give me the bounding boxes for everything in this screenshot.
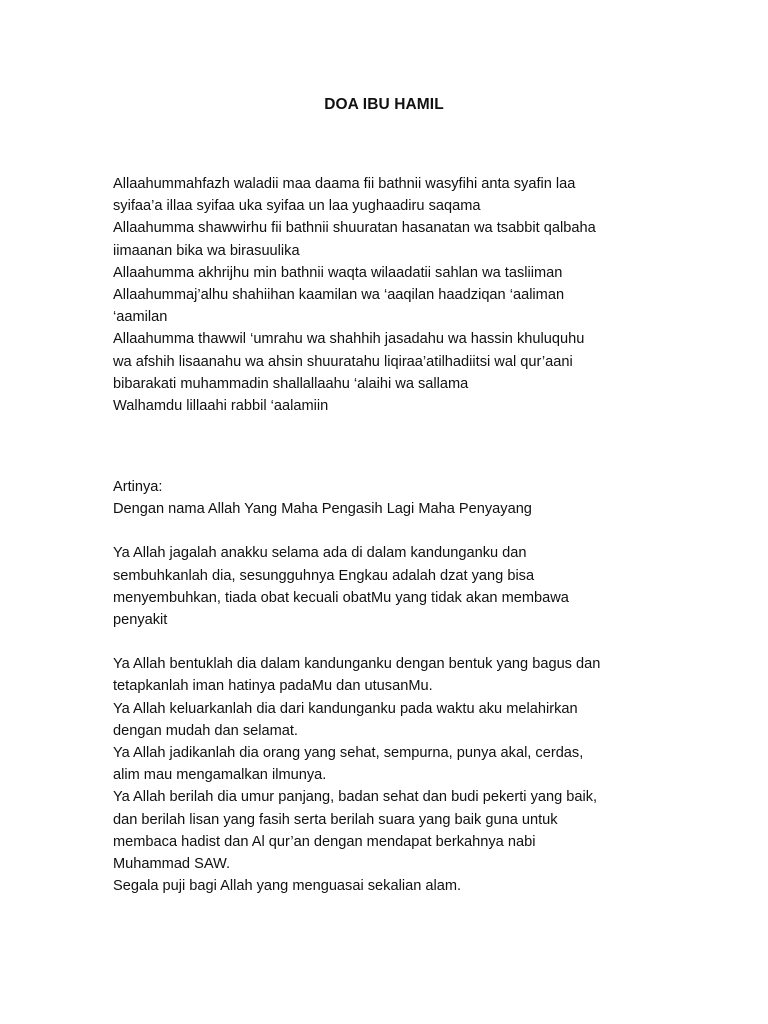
artinya-label: Artinya: (113, 479, 163, 495)
translation-line: Segala puji bagi Allah yang menguasai sekalian alam. (113, 878, 462, 895)
translation-line: Muhammad SAW. (113, 856, 231, 873)
translation-line: Ya Allah jadikanlah dia orang yang sehat, sempurna, punya akal, cerdas, (113, 745, 584, 762)
paragraph-gap (113, 631, 673, 653)
paragraph-gap (113, 520, 673, 542)
doa-line: Walhamdu lillaahi rabbil ‘aalamiin (113, 398, 329, 415)
artinya-intro: Dengan nama Allah Yang Maha Pengasih Lagi Maha Penyayang (113, 501, 532, 518)
translation-line: sembuhkanlah dia, sesungguhnya Engkau adalah dzat yang bisa (113, 567, 535, 584)
doa-line: iimaanan bika wa birasuulika (113, 242, 300, 259)
translation-line: tetapkanlah iman hatinya padaMu dan utusanMu. (113, 678, 433, 695)
translation-line: dan berilah lisan yang fasih serta berilah suara yang baik guna untuk (113, 811, 558, 828)
doa-line: ‘aamilan (113, 309, 168, 326)
translation-line: menyembuhkan, tiada obat kecuali obatMu yang tidak akan membawa (113, 589, 569, 606)
translation-section (113, 476, 673, 897)
doa-line: Allaahumma shawwirhu fii bathnii shuuratan hasanatan wa tsabbit qalbaha (113, 220, 596, 237)
translation-line: Ya Allah bentuklah dia dalam kandunganku dengan bentuk yang bagus dan (113, 656, 601, 673)
document-title: DOA IBU HAMIL (324, 96, 444, 113)
translation-line: Ya Allah keluarkanlah dia dari kandunganku pada waktu aku melahirkan (113, 700, 578, 717)
translation-line: alim mau mengamalkan ilmunya. (113, 767, 327, 784)
doa-line: wa afshih lisaanahu wa ahsin shuuratahu liqiraa’atilhadiitsi wal qur’aani (113, 353, 573, 370)
doa-line: Allaahumma thawwil ‘umrahu wa shahhih jasadahu wa hassin khuluquhu (113, 331, 585, 348)
translation-line: Ya Allah berilah dia umur panjang, badan sehat dan budi pekerti yang baik, (113, 789, 598, 806)
doa-line: syifaa’a illaa syifaa uka syifaa un laa yughaadiru saqama (113, 198, 481, 215)
translation-line: Ya Allah jagalah anakku selama ada di dalam kandunganku dan (113, 545, 527, 562)
translation-line: dengan mudah dan selamat. (113, 722, 298, 739)
doa-line: Allaahumma akhrijhu min bathnii waqta wilaadatii sahlan wa tasliiman (113, 264, 563, 281)
doa-arabic-transliteration (113, 173, 673, 417)
translation-line: membaca hadist dan Al qur’an dengan mendapat berkahnya nabi (113, 833, 536, 850)
doa-line: bibarakati muhammadin shallallaahu ‘alaihi wa sallama (113, 375, 469, 392)
doa-line: Allaahummaj’alhu shahiihan kaamilan wa ‘aaqilan haadziqan ‘aaliman (113, 287, 565, 304)
doa-line: Allaahummahfazh waladii maa daama fii bathnii wasyfihi anta syafin laa (113, 176, 576, 192)
translation-line: penyakit (113, 612, 168, 629)
